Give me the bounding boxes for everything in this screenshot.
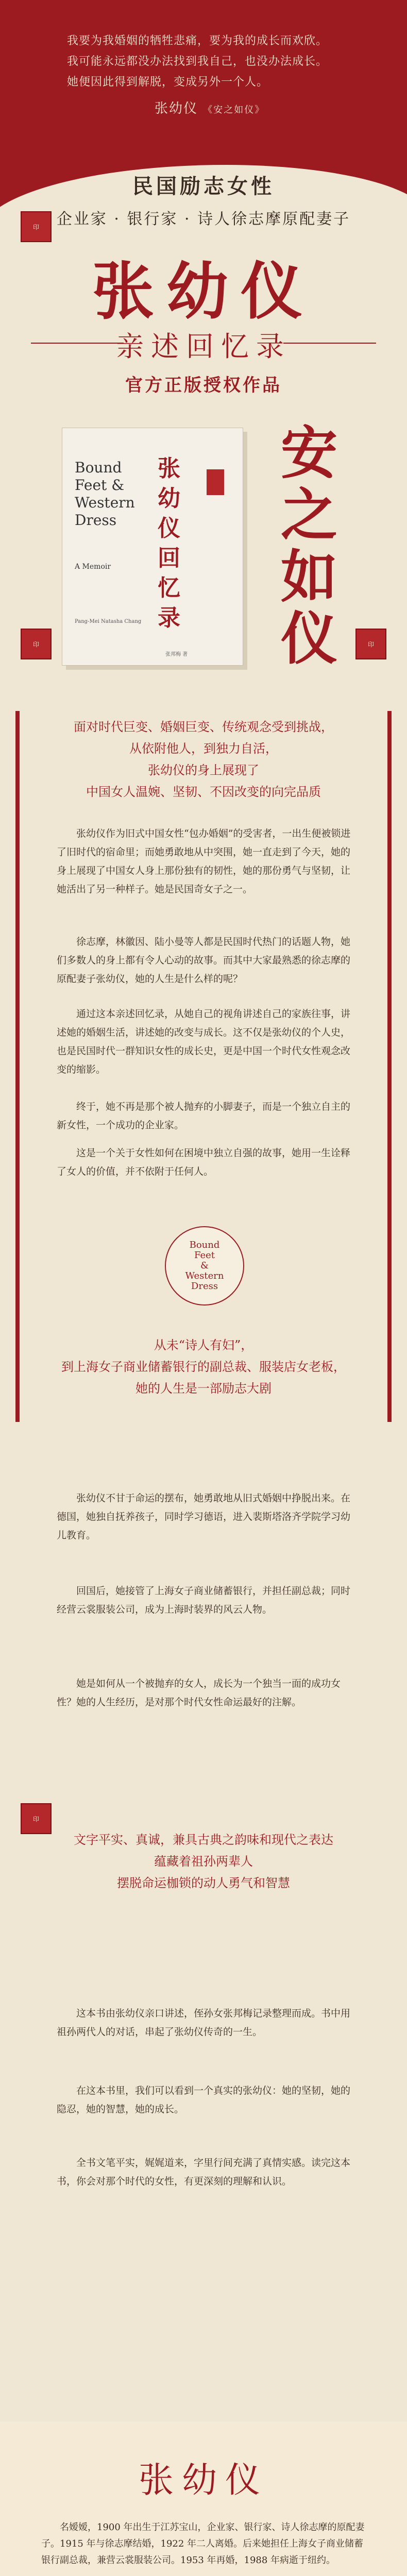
book-emblem	[165, 1226, 244, 1306]
section-story	[0, 1468, 407, 1984]
story-paragraph: 她是如何从一个被抛弃的女人，成长为一个独当一面的成功女性？她的人生经历，是对那个时代女性命运最好的注解。	[57, 1678, 341, 1708]
book-cover-image	[62, 428, 243, 666]
book-cn-title: 张幼仪回忆录	[158, 455, 180, 631]
highlight-list	[0, 1829, 407, 1894]
seal-icon: 印	[21, 211, 52, 242]
quote-line: 我可能永远都没办法找到我自己，也没办法成长。	[67, 55, 328, 68]
quote-line: 她便因此得到解脱，变成另外一个人。	[67, 76, 269, 89]
intro-paragraph: 这是一个关于女性如何在困境中独立自强的故事，她用一生诠释了女人的价值，并不依附于任何人。	[57, 1147, 351, 1177]
frame-left	[15, 711, 20, 1422]
highlight-line: 她的人生是一部励志大剧	[135, 1381, 272, 1396]
quote-attribution	[155, 98, 265, 117]
highlight-line: 中国女人温婉、坚韧、不因改变的向完品质	[86, 785, 321, 799]
big-title: 安之如仪	[281, 420, 337, 672]
style-paragraph: 全书文笔平实，娓娓道来，字里行间充满了真情实感。读完这本书，你会对那个时代的女性，有更深刻的理解和认识。	[57, 2157, 351, 2187]
author-bio: 名嫒嫒，1900 年出生于江苏宝山，企业家、银行家、诗人徐志摩的原配妻子。1915 年与徐志摩结婚，1922 年二人离婚。后来她担任上海女子商业储蓄银行副总裁，兼营云裳服装公司。1953 年再婚，1988 年病逝于纽约。	[41, 2522, 365, 2566]
section-authors	[0, 2421, 407, 2576]
seal-icon: 印	[21, 1803, 52, 1834]
highlight-line: 从未“诗人有妇”，	[154, 1338, 253, 1352]
quote-book: 《安之如仪》	[203, 105, 265, 115]
emblem-text: Western	[185, 1270, 224, 1281]
hero-quote	[67, 31, 355, 93]
quote-author: 张幼仪	[155, 101, 198, 116]
frame-right	[387, 711, 392, 1422]
intro-paragraph: 终于，她不再是那个被人抛弃的小脚妻子，而是一个独立自主的新女性，一个成功的企业家。	[57, 1101, 351, 1131]
book-en-subtitle: A Memoir	[75, 563, 111, 571]
book-cn-author: 张邦梅 著	[165, 652, 188, 657]
hero-memoir-label: 亲述回忆录	[116, 330, 291, 363]
highlight-line: 张幼仪的身上展现了	[148, 763, 259, 777]
highlight-list	[0, 1334, 407, 1399]
style-paragraph: 这本书由张幼仪亲口讲述，侄孙女张邦梅记录整理而成。书中用祖孙两代人的对话，串起了张幼仪传奇的一生。	[57, 2008, 351, 2038]
style-paragraph: 在这本书里，我们可以看到一个真实的张幼仪：她的坚韧，她的隐忍，她的智慧，她的成长。	[57, 2085, 351, 2115]
highlight-line: 蕴藏着祖孙两辈人	[154, 1854, 253, 1869]
official-label: 官方正版授权作品	[125, 375, 282, 396]
emblem-text: Feet	[194, 1250, 215, 1261]
section-intro	[0, 680, 407, 1468]
highlight-line: 摆脱命运枷锁的动人勇气和智慧	[117, 1876, 290, 1890]
book-seal-icon	[207, 469, 224, 495]
emblem-text: &	[200, 1260, 209, 1271]
seal-icon: 印	[21, 629, 52, 659]
book-en-author: Pang-Mei Natasha Chang	[75, 619, 142, 624]
intro-paragraph: 徐志摩，林徽因、陆小曼等人都是民国时代热门的话题人物，她们多数人的身上都有令人心动的故事。而其中大家最熟悉的徐志摩的原配妻子张幼仪，她的人生是什么样的呢？	[57, 936, 351, 985]
highlight-line: 到上海女子商业储蓄银行的副总裁、服装店女老板，	[61, 1360, 346, 1374]
book-en-title: Bound Feet & Western Dress	[75, 459, 135, 529]
quote-line: 我要为我婚姻的牺牲悲痛，要为我的成长而欢欣。	[67, 35, 328, 47]
intro-paragraph: 张幼仪作为旧式中国女性“包办婚姻”的受害者，一出生便被锁进了旧时代的宿命里；而她勇敢地从中突围，她一直走到了今天，她的身上展现了中国女人身上那份独有的韧性，她的那份勇气与坚韧，让她活出了另一种样子。她是民国奇女子之一。	[57, 828, 351, 895]
story-paragraph: 张幼仪不甘于命运的摆布，她勇敢地从旧式婚姻中挣脱出来。在德国，她独自抚养孩子，同时学习德语，进入裴斯塔洛齐学院学习幼儿教育。	[57, 1493, 351, 1541]
highlight-line: 从依附他人，到独力自活，	[129, 741, 278, 756]
highlight-line: 面对时代巨变、婚姻巨变、传统观念受到挑战，	[74, 720, 333, 734]
hero-name: 张幼仪	[92, 255, 315, 328]
story-paragraph: 回国后，她接管了上海女子商业储蓄银行，并担任副总裁；同时经营云裳服装公司，成为上海时装界的风云人物。	[57, 1585, 351, 1615]
intro-paragraph: 通过这本亲述回忆录，从她自己的视角讲述自己的家族往事，讲述她的婚姻生活，讲述她的改变与成长。这不仅是张幼仪的个人史，也是民国时代一群知识女性的成长史，更是中国一个时代女性观念改变的缩影。	[57, 1008, 351, 1075]
highlight-list	[0, 716, 407, 803]
hero-subtitle: 企业家 · 银行家 · 诗人徐志摩原配妻子	[56, 210, 351, 228]
highlight-line: 文字平实、真诚，兼具古典之韵味和现代之表达	[74, 1833, 333, 1847]
section-style	[0, 1984, 407, 2421]
seal-icon: 印	[355, 629, 386, 659]
emblem-text: Dress	[191, 1281, 218, 1292]
hero-tagline: 民国励志女性	[132, 174, 275, 198]
emblem-text: Bound	[189, 1240, 220, 1250]
author-name: 张幼仪	[138, 2460, 268, 2501]
